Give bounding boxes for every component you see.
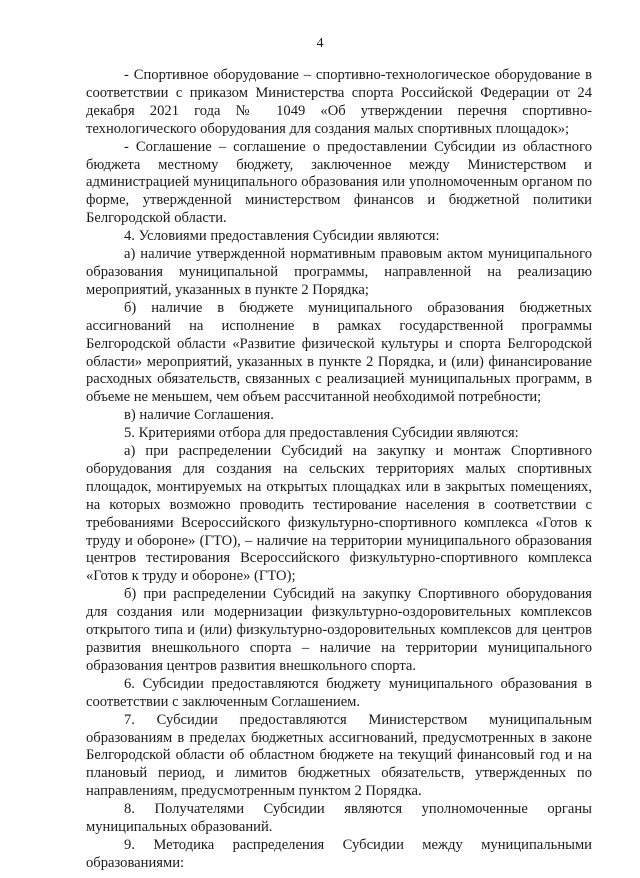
section-5-item-b: б) при распределении Субсидий на закупку Спортивного оборудования для создания или модернизации физкультурно-оздоровительных комплексов открытого типа и (или) физкультурно-оздоровительных комплексов для центров развития внешкольного спорта – наличие на территории муниципального образования центров развития внешкольного спорта. xyxy=(86,586,592,674)
section-8: 8. Получателями Субсидии являются уполномоченные органы муниципальных образований. xyxy=(86,801,592,836)
section-9: 9. Методика распределения Субсидии между муниципальными образованиями: xyxy=(86,836,592,871)
definition-agreement: - Соглашение – соглашение о предоставлении Субсидии из областного бюджета местному бюджету, заключенное между Министерством и администрацией муниципального образования или уполномоченным органом по форме, утвержденной министерством финансов и бюджетной политики Белгородской области. xyxy=(86,138,592,227)
section-7: 7. Субсидии предоставляются Министерством муниципальным образованиям в пределах бюджетных ассигнований, предусмотренных в законе Белгородской области об областном бюджете на текущий финансовый год и на плановый период, и лимитов бюджетных обязательств, утвержденных по направлениям, предусмотренным пунктом 2 Порядка. xyxy=(86,711,592,800)
document-body xyxy=(86,67,592,873)
page-number: 4 xyxy=(316,36,324,51)
section-5-heading: 5. Критериями отбора для предоставления Субсидии являются: xyxy=(124,425,519,442)
section-4-heading: 4. Условиями предоставления Субсидии являются: xyxy=(124,228,440,245)
section-4-item-b: б) наличие в бюджете муниципального образования бюджетных ассигнований на исполнение в рамках государственной программы Белгородской области «Развитие физической культуры и спорта Белгородской области» мероприятий, указанных в пункте 2 Порядка, и (или) финансирование расходных обязательств, связанных с реализацией муниципальных программ, в объеме не меньшем, чем объем рассчитанной необходимой потребности; xyxy=(86,299,592,406)
section-4-item-c: в) наличие Соглашения. xyxy=(124,407,274,424)
section-6: 6. Субсидии предоставляются бюджету муниципального образования в соответствии с заключенным Соглашением. xyxy=(86,675,592,710)
definition-sports-equipment: - Спортивное оборудование – спортивно-технологическое оборудование в соответствии с приказом Министерства спорта Российской Федерации от 24 декабря 2021 года № 1049 «Об утверждении перечня спортивно-технологического оборудования для создания малых спортивных площадок»; xyxy=(86,67,592,137)
section-5-item-a: а) при распределении Субсидий на закупку и монтаж Спортивного оборудования для создания на сельских территориях малых спортивных площадок, монтируемых на открытых площадках или в закрытых помещениях, на которых возможно проводить тестирование населения в соответствии с требованиями Всероссийского физкультурно-спортивного комплекса «Готов к труду и обороне» (ГТО), – наличие на территории муниципального образования центров тестирования Всероссийского физкультурно-спортивного комплекса «Готов к труду и обороне» (ГТО); xyxy=(86,443,592,585)
section-4-item-a: а) наличие утвержденной нормативным правовым актом муниципального образования муниципальной программы, направленной на реализацию мероприятий, указанных в пункте 2 Порядка; xyxy=(86,246,592,298)
